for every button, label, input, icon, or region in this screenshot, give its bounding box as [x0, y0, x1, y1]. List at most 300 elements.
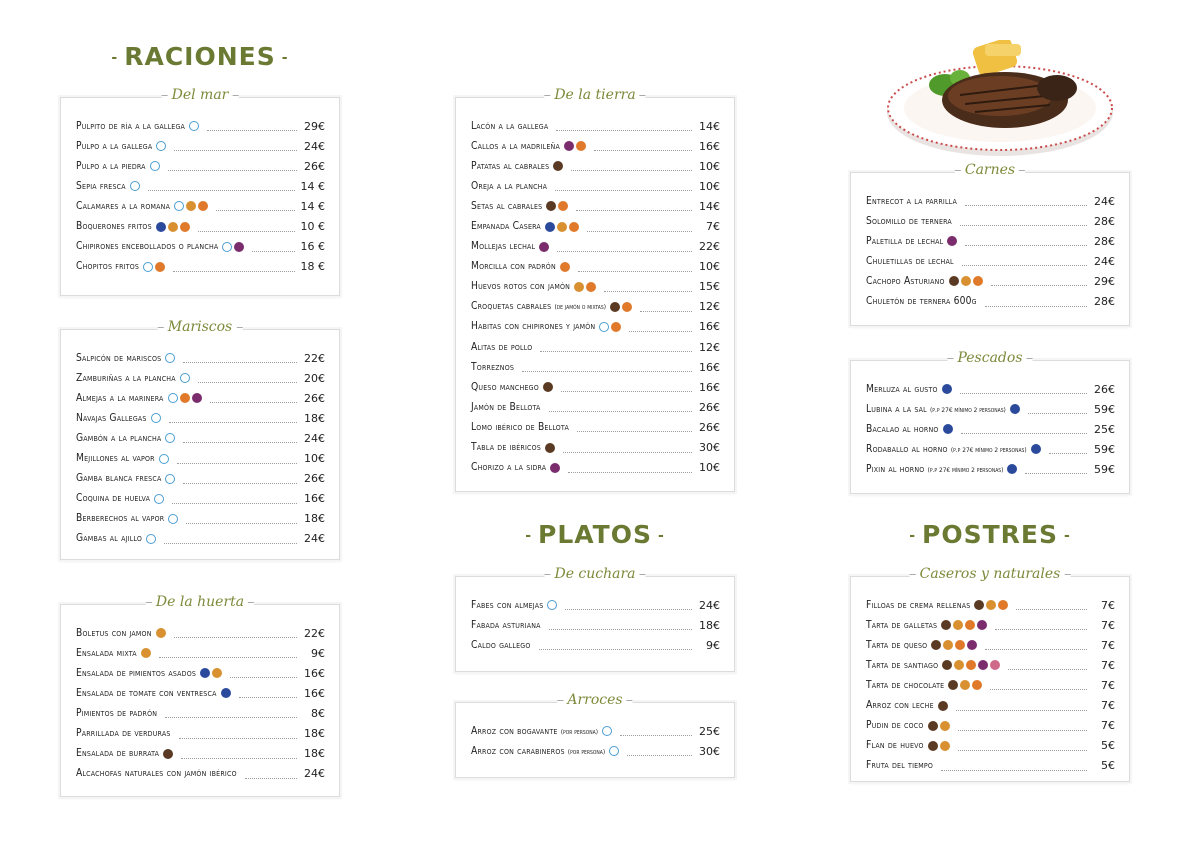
sulfite-allergen-icon — [564, 141, 574, 151]
menu-item-name: Caldo gallego — [471, 639, 531, 651]
menu-item-name: Fabes con almejas — [471, 599, 544, 611]
shellfish-allergen-icon — [165, 353, 175, 363]
allergen-icons — [174, 201, 208, 211]
dot-leader — [183, 353, 297, 363]
dot-leader — [1016, 600, 1087, 610]
menu-item-note: (por persona) — [560, 727, 599, 736]
allergen-icons — [947, 236, 957, 246]
menu-item-name: Rodaballo al horno (p.p 27€ mínimo 2 personas) — [866, 443, 1027, 455]
menu-item-name: Mejillones al vapor — [76, 453, 155, 465]
dot-leader — [958, 741, 1087, 751]
menu-item-price: 7€ — [706, 220, 720, 234]
dot-leader — [956, 701, 1087, 711]
dot-leader — [210, 393, 298, 403]
allergen-icons — [180, 373, 190, 383]
menu-item-price: 25€ — [1094, 422, 1115, 436]
gluten-allergen-icon — [558, 201, 568, 211]
dairy-allergen-icon — [938, 701, 948, 711]
allergen-icons — [574, 282, 596, 292]
dot-leader — [563, 443, 692, 453]
menu-item-name: Zamburiñas a la plancha — [76, 372, 176, 384]
menu-item-name: Chorizo a la sidra — [471, 462, 547, 474]
dot-leader — [173, 262, 294, 272]
menu-item-price: 16€ — [304, 686, 325, 700]
allergen-icons — [545, 443, 555, 453]
allergen-icons — [200, 668, 222, 678]
dot-leader — [565, 600, 692, 610]
gluten-allergen-icon — [576, 141, 586, 151]
menu-item-price: 24€ — [1094, 194, 1115, 208]
gluten-allergen-icon — [586, 282, 596, 292]
fish-allergen-icon — [1031, 444, 1041, 454]
section-carnes — [850, 162, 1130, 326]
dot-leader — [183, 474, 297, 484]
menu-item — [866, 756, 1115, 776]
menu-item-note: (p.p 27€ mínimo 2 personas) — [927, 465, 1004, 474]
menu-item-name: Ensalada de tomate con ventresca — [76, 687, 217, 699]
menu-item-name: Tarta de chocolate — [866, 679, 945, 691]
allergen-icons — [156, 628, 166, 638]
allergen-icons — [221, 688, 231, 698]
menu-item-name: Calamares a la romana — [76, 200, 171, 212]
menu-item-price: 10 € — [300, 220, 325, 234]
menu-item — [866, 695, 1115, 715]
menu-item-price: 26€ — [699, 400, 720, 414]
menu-item-price: 9€ — [311, 646, 325, 660]
sulfite-allergen-icon — [967, 640, 977, 650]
allergen-icons — [948, 680, 982, 690]
section-title: De la tierra — [544, 87, 645, 103]
menu-item-note: (p.p 27€ mínimo 2 personas) — [950, 445, 1027, 454]
dot-leader — [230, 668, 297, 678]
menu-item — [866, 379, 1115, 399]
menu-item-price: 18€ — [304, 747, 325, 761]
menu-item-price: 5€ — [1101, 759, 1115, 773]
dot-leader — [985, 297, 1087, 307]
seafood-allergen-icon — [222, 242, 232, 252]
egg-allergen-icon — [557, 222, 567, 232]
allergen-icons — [943, 424, 953, 434]
seafood-allergen-icon — [156, 141, 166, 151]
seafood-allergen-icon — [130, 181, 140, 191]
menu-item — [471, 277, 720, 297]
gluten-allergen-icon — [972, 680, 982, 690]
menu-item — [866, 655, 1115, 675]
allergen-icons — [941, 620, 987, 630]
dot-leader — [179, 729, 297, 739]
egg-allergen-icon — [940, 721, 950, 731]
sulfite-allergen-icon — [234, 242, 244, 252]
allergen-icons — [942, 660, 1000, 670]
menu-item-price: 22€ — [304, 626, 325, 640]
dot-leader — [198, 222, 295, 232]
allergen-icons — [165, 474, 175, 484]
menu-item-name: Gamba blanca fresca — [76, 473, 162, 485]
dot-leader — [239, 688, 297, 698]
fish-allergen-icon — [943, 424, 953, 434]
allergen-icons — [163, 749, 173, 759]
menu-item — [76, 489, 325, 509]
menu-item — [471, 595, 720, 615]
menu-item-name: Arroz con leche — [866, 700, 934, 712]
menu-item — [76, 348, 325, 368]
allergen-icons — [146, 534, 156, 544]
menu-item-price: 18€ — [699, 618, 720, 632]
menu-item-name: Fruta del tiempo — [866, 760, 934, 772]
dot-leader — [186, 514, 297, 524]
menu-item-name: Pulpo a la piedra — [76, 160, 146, 172]
menu-item-price: 7€ — [1101, 658, 1115, 672]
dot-leader — [1025, 464, 1087, 474]
menu-item-price: 24€ — [304, 431, 325, 445]
egg-allergen-icon — [141, 648, 151, 658]
menu-item-name: Filloas de crema rellenas — [866, 599, 971, 611]
egg-allergen-icon — [954, 660, 964, 670]
dot-leader — [168, 161, 297, 171]
egg-allergen-icon — [156, 628, 166, 638]
menu-item — [471, 458, 720, 478]
gluten-allergen-icon — [155, 262, 165, 272]
section-pescados — [850, 350, 1130, 494]
menu-item-price: 24€ — [699, 598, 720, 612]
allergen-icons — [546, 201, 568, 211]
menu-item-name: Tabla de ibéricos — [471, 442, 541, 454]
seafood-allergen-icon — [168, 514, 178, 524]
menu-item — [76, 428, 325, 448]
dot-leader — [245, 769, 297, 779]
menu-item-price: 30€ — [699, 441, 720, 455]
menu-item-price: 18€ — [304, 727, 325, 741]
menu-item — [76, 448, 325, 468]
menu-item — [76, 388, 325, 408]
menu-item — [471, 357, 720, 377]
dot-leader — [183, 433, 297, 443]
menu-item-name: Huevos rotos con jamón — [471, 281, 571, 293]
allergen-icons — [609, 746, 619, 756]
menu-item — [866, 419, 1115, 439]
menu-item-price: 16€ — [699, 360, 720, 374]
menu-item — [471, 615, 720, 635]
dot-leader — [522, 362, 692, 372]
dot-leader — [540, 342, 692, 352]
dot-leader — [962, 256, 1087, 266]
menu-item-price: 16 € — [300, 240, 325, 254]
menu-item-name: Queso manchego — [471, 381, 539, 393]
menu-item-name: Alcachofas naturales con jamón ibérico — [76, 768, 237, 780]
dairy-allergen-icon — [942, 660, 952, 670]
menu-item-price: 20€ — [304, 371, 325, 385]
allergen-icons — [222, 242, 244, 252]
dairy-allergen-icon — [949, 276, 959, 286]
egg-allergen-icon — [986, 600, 996, 610]
menu-item-price: 24€ — [1094, 254, 1115, 268]
dot-leader — [620, 726, 692, 736]
menu-item — [866, 736, 1115, 756]
allergen-icons — [165, 433, 175, 443]
menu-item — [76, 176, 325, 196]
menu-item-name: Boletus con jamon — [76, 627, 152, 639]
menu-item — [471, 337, 720, 357]
menu-item — [471, 237, 720, 257]
menu-item-name: Arroz con carabineros (por persona) — [471, 745, 606, 757]
menu-item-name: Tarta de santiago — [866, 659, 939, 671]
menu-item-price: 10€ — [304, 452, 325, 466]
menu-item-price: 22€ — [304, 351, 325, 365]
egg-allergen-icon — [961, 276, 971, 286]
seafood-allergen-icon — [168, 393, 178, 403]
section-title: Mariscos — [158, 319, 243, 335]
menu-item-price: 26€ — [304, 159, 325, 173]
menu-item-name: Alitas de pollo — [471, 341, 533, 353]
allergen-icons — [550, 463, 560, 473]
menu-item — [471, 635, 720, 655]
sulfite-allergen-icon — [550, 463, 560, 473]
menu-item-price: 14€ — [699, 119, 720, 133]
menu-item-name: Merluza al gusto — [866, 383, 938, 395]
dairy-allergen-icon — [546, 201, 556, 211]
seafood-allergen-icon — [180, 373, 190, 383]
section-title: De cuchara — [544, 566, 645, 582]
dot-leader — [990, 680, 1087, 690]
egg-allergen-icon — [168, 222, 178, 232]
menu-item-name: Navajas Gallegas — [76, 412, 147, 424]
menu-item — [76, 237, 325, 257]
seafood-allergen-icon — [189, 121, 199, 131]
menu-item-name: Ensalada de pimientos asados — [76, 667, 197, 679]
shellfish-allergen-icon — [146, 534, 156, 544]
menu-item — [76, 663, 325, 683]
egg-allergen-icon — [574, 282, 584, 292]
menu-item-name: Lomo ibérico de Bellota — [471, 421, 569, 433]
dot-leader — [549, 620, 692, 630]
menu-item — [76, 623, 325, 643]
seafood-allergen-icon — [547, 600, 557, 610]
allergen-icons — [1010, 404, 1020, 414]
menu-item-name: Tarta de queso — [866, 639, 928, 651]
dot-leader — [172, 494, 297, 504]
dairy-allergen-icon — [931, 640, 941, 650]
sulfite-allergen-icon — [977, 620, 987, 630]
menu-item — [76, 196, 325, 216]
menu-item-price: 18€ — [304, 411, 325, 425]
seafood-allergen-icon — [599, 322, 609, 332]
allergen-icons — [165, 353, 175, 363]
gluten-allergen-icon — [966, 660, 976, 670]
allergen-icons — [159, 454, 169, 464]
menu-item-name: Lubina a la sal (p.p 27€ mínimo 2 personas) — [866, 403, 1006, 415]
fish-allergen-icon — [200, 668, 210, 678]
egg-allergen-icon — [212, 668, 222, 678]
allergen-icons — [931, 640, 977, 650]
menu-item — [471, 377, 720, 397]
menu-item — [76, 703, 325, 723]
dot-leader — [587, 222, 692, 232]
dot-leader — [1028, 404, 1087, 414]
dot-leader — [1049, 444, 1087, 454]
dot-leader — [577, 422, 692, 432]
allergen-icons — [543, 382, 553, 392]
dairy-allergen-icon — [928, 721, 938, 731]
section-de-la-huerta — [60, 594, 340, 797]
allergen-icons — [141, 648, 151, 658]
menu-item-price: 7€ — [1101, 678, 1115, 692]
menu-item-name: Fabada asturiana — [471, 619, 541, 631]
shellfish-allergen-icon — [165, 474, 175, 484]
dot-leader — [640, 302, 692, 312]
menu-item — [76, 744, 325, 764]
gluten-allergen-icon — [973, 276, 983, 286]
menu-item — [76, 469, 325, 489]
allergen-icons — [553, 161, 563, 171]
menu-item-price: 15€ — [699, 280, 720, 294]
shellfish-allergen-icon — [154, 494, 164, 504]
menu-item — [866, 716, 1115, 736]
allergen-icons — [547, 600, 557, 610]
menu-item-price: 10€ — [699, 179, 720, 193]
menu-item — [76, 116, 325, 136]
menu-item-name: Chuletillas de lechal — [866, 255, 954, 267]
menu-item-price: 10€ — [699, 260, 720, 274]
menu-item-name: Pulpo a la gallega — [76, 140, 153, 152]
section-title: Pescados — [947, 350, 1032, 366]
menu-item-name: Coquina de huelva — [76, 493, 151, 505]
dairy-allergen-icon — [941, 620, 951, 630]
menu-item-name: Ensalada de burrata — [76, 748, 160, 760]
dot-leader — [549, 402, 692, 412]
menu-item-price: 10€ — [699, 159, 720, 173]
dot-leader — [576, 201, 692, 211]
menu-item-price: 22€ — [699, 240, 720, 254]
allergen-icons — [143, 262, 165, 272]
dot-leader — [148, 181, 295, 191]
allergen-icons — [564, 141, 586, 151]
gluten-allergen-icon — [569, 222, 579, 232]
menu-item-name: Oreja a la plancha — [471, 180, 548, 192]
menu-item-price: 16€ — [699, 320, 720, 334]
menu-item-price: 29€ — [304, 119, 325, 133]
section-mariscos — [60, 319, 340, 560]
menu-item — [76, 408, 325, 428]
dairy-allergen-icon — [974, 600, 984, 610]
menu-item-price: 7€ — [1101, 598, 1115, 612]
sulfite-allergen-icon — [192, 393, 202, 403]
menu-item — [471, 257, 720, 277]
menu-item-price: 59€ — [1094, 402, 1115, 416]
fish-allergen-icon — [942, 384, 952, 394]
menu-item-price: 28€ — [1094, 295, 1115, 309]
seafood-allergen-icon — [143, 262, 153, 272]
dot-leader — [991, 276, 1087, 286]
dairy-allergen-icon — [163, 749, 173, 759]
egg-allergen-icon — [940, 741, 950, 751]
gluten-allergen-icon — [955, 640, 965, 650]
menu-item — [866, 399, 1115, 419]
dot-leader — [556, 121, 692, 131]
allergen-icons — [1007, 464, 1017, 474]
menu-item-name: Chopitos fritos — [76, 261, 140, 273]
menu-item-price: 26€ — [699, 420, 720, 434]
menu-item — [471, 176, 720, 196]
menu-item — [471, 721, 720, 741]
dot-leader — [181, 749, 297, 759]
menu-item — [866, 595, 1115, 615]
gluten-allergen-icon — [965, 620, 975, 630]
menu-item-price: 12€ — [699, 300, 720, 314]
sulfite-allergen-icon — [978, 660, 988, 670]
menu-item-price: 59€ — [1094, 442, 1115, 456]
dot-leader — [965, 196, 1087, 206]
menu-item-name: Almejas a la marinera — [76, 392, 164, 404]
allergen-icons — [938, 701, 948, 711]
menu-item-name: Tarta de galletas — [866, 619, 938, 631]
section-title: Carnes — [955, 162, 1025, 178]
menu-item — [471, 438, 720, 458]
menu-item-name: Habitas con chipirones y jamón — [471, 321, 596, 333]
dot-leader — [207, 121, 297, 131]
menu-item — [866, 211, 1115, 231]
menu-item-price: 16€ — [699, 380, 720, 394]
menu-item-price: 7€ — [1101, 719, 1115, 733]
dairy-allergen-icon — [545, 443, 555, 453]
menu-item-price: 7€ — [1101, 618, 1115, 632]
menu-item-name: Pixin al horno (p.p 27€ mínimo 2 personas) — [866, 463, 1004, 475]
menu-item — [866, 459, 1115, 479]
allergen-icons — [151, 413, 161, 423]
fish-allergen-icon — [221, 688, 231, 698]
dot-leader — [961, 424, 1087, 434]
menu-item — [471, 297, 720, 317]
allergen-icons — [928, 721, 950, 731]
menu-item-price: 24€ — [304, 139, 325, 153]
menu-item — [76, 723, 325, 743]
egg-allergen-icon — [953, 620, 963, 630]
menu-item — [471, 156, 720, 176]
dot-leader — [1008, 660, 1087, 670]
menu-item-name: Cachopo Asturiano — [866, 275, 945, 287]
dot-leader — [568, 463, 692, 473]
menu-item-price: 59€ — [1094, 462, 1115, 476]
menu-item — [471, 116, 720, 136]
allergen-icons — [942, 384, 952, 394]
menu-item — [76, 643, 325, 663]
dot-leader — [539, 640, 692, 650]
menu-item-name: Berberechos al vapor — [76, 513, 165, 525]
menu-item-name: Lacón a la gallega — [471, 120, 549, 132]
dot-leader — [557, 242, 692, 252]
dot-leader — [960, 384, 1087, 394]
dot-leader — [561, 382, 692, 392]
menu-item-price: 25€ — [699, 724, 720, 738]
dairy-allergen-icon — [610, 302, 620, 312]
gluten-allergen-icon — [611, 322, 621, 332]
menu-item-price: 10€ — [699, 461, 720, 475]
gluten-allergen-icon — [622, 302, 632, 312]
menu-item-name: Paletilla de lechal — [866, 235, 944, 247]
allergen-icons — [168, 393, 202, 403]
menu-item — [866, 251, 1115, 271]
dot-leader — [941, 761, 1087, 771]
dairy-allergen-icon — [948, 680, 958, 690]
menu-item-price: 8€ — [311, 706, 325, 720]
menu-item-name: Pulpito de ría a la gallega — [76, 120, 186, 132]
menu-item — [866, 191, 1115, 211]
menu-item-price: 28€ — [1094, 214, 1115, 228]
section-de-la-tierra — [455, 87, 735, 492]
menu-item — [471, 196, 720, 216]
shellfish-allergen-icon — [165, 433, 175, 443]
sulfite-allergen-icon — [947, 236, 957, 246]
allergen-icons — [154, 494, 164, 504]
